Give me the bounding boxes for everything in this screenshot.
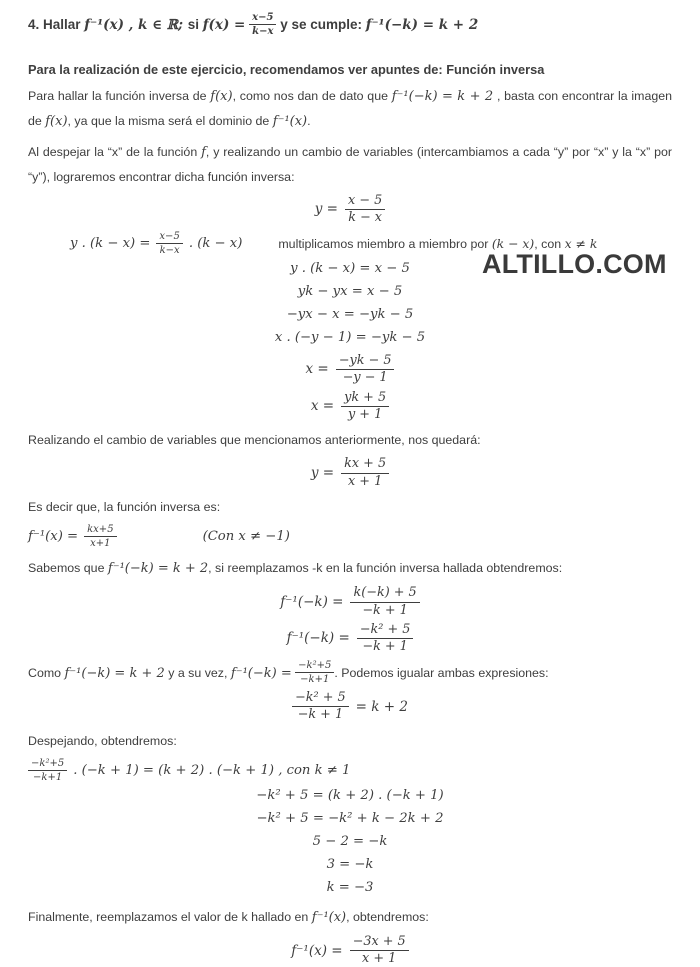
equation-x-isolated-2: x = $\frac{yk + 5}{y + 1}$ <box>28 391 672 423</box>
exercise-title <box>28 10 672 40</box>
fraction <box>341 391 389 423</box>
equation-line: −yx − x = −yk − 5 <box>286 307 414 323</box>
fraction <box>350 935 409 967</box>
equation-y-original: y = $\frac{x - 5}{k - x}$ <box>28 194 672 226</box>
fraction <box>357 623 414 655</box>
paragraph-sabemos: Sabemos que f⁻¹(−k) = k + 2, si reemplazamos -k en la función inversa hallada obtendremos: <box>28 561 563 577</box>
numerator: −k² + 5 <box>292 691 349 707</box>
fraction <box>350 586 419 618</box>
watermark-text: ALTILLO.COM <box>482 249 667 279</box>
equation-substitute-1: f⁻¹(−k) = $\frac{k(-k) + 5}{-k + 1}$ <box>28 586 672 618</box>
fraction <box>84 524 116 549</box>
title-math: f(x) = <box>202 17 246 33</box>
numerator: −k²+5 <box>295 660 334 673</box>
numerator: x−5 <box>249 12 276 25</box>
recommendation-heading: Para la realización de este ejercicio, recomendamos ver apuntes de: Función inversa <box>28 62 545 77</box>
fraction <box>341 457 389 489</box>
fraction <box>28 758 67 783</box>
equation-x-isolated-1: x = $\frac{-yk - 5}{-y - 1}$ <box>28 354 672 386</box>
numerator: −k² + 5 <box>357 623 414 639</box>
denominator: k−x <box>252 25 274 37</box>
numerator: −k²+5 <box>28 758 67 771</box>
equation-final-answer: f⁻¹(x) = $\frac{-3x + 5}{x + 1}$ <box>28 935 672 967</box>
step-comment: multiplicamos miembro a miembro por (k − x), con x ≠ k <box>278 236 598 252</box>
paragraph-intro: Para hallar la función inversa de f(x), como nos dan de dato que f⁻¹(−k) = k + 2 , basta con encontrar la imagen de f(x), ya que la misma será el dominio de f⁻¹(x). <box>28 89 673 129</box>
denominator: k−x <box>159 244 180 256</box>
fraction <box>295 660 334 685</box>
denominator: −k + 1 <box>362 639 408 655</box>
paragraph-es-decir: Es decir que, la función inversa es: <box>28 500 221 514</box>
numerator: k(−k) + 5 <box>350 586 419 602</box>
equation-y-swapped: y = $\frac{kx + 5}{x + 1}$ <box>28 457 672 489</box>
numerator: yk + 5 <box>341 391 389 407</box>
numerator: x − 5 <box>345 194 385 210</box>
equation-equate: $\frac{\text{−k² + 5}}{-k + 1}$ = k + 2 <box>28 691 672 723</box>
denominator: x + 1 <box>348 473 383 489</box>
denominator: x+1 <box>90 538 111 550</box>
denominator: y + 1 <box>347 407 383 423</box>
title-text: y se cumple: <box>276 17 366 32</box>
numerator: kx + 5 <box>341 457 389 473</box>
title-text: 4. Hallar <box>28 17 85 32</box>
domain-note: (Con x ≠ −1) <box>202 529 290 545</box>
equation-line: yk − yx = x − 5 <box>297 284 403 300</box>
denominator: x + 1 <box>362 951 397 967</box>
paragraph-como: Como f⁻¹(−k) = k + 2 y a su vez, f⁻¹(−k) = $\frac{\text{−k²+5}}{-k+1}$ . Podemos igualar ambas expresiones: <box>28 659 549 685</box>
title-text: si <box>187 17 203 32</box>
equation-inverse-function: f⁻¹(x) = $\frac{kx+5}{x+1}$ (Con x ≠ −1) <box>28 524 290 550</box>
denominator: k − x <box>348 210 383 226</box>
numerator: −3x + 5 <box>350 935 409 951</box>
equation-substitute-2: f⁻¹(−k) = $\frac{\text{−k² + 5}}{-k + 1}$ <box>28 623 672 655</box>
denominator: −k + 1 <box>362 602 408 618</box>
paragraph-despejando: Despejando, obtendremos: <box>28 733 177 748</box>
equation-clear-denominator: $\frac{\text{−k²+5}}{-k+1}$ . (−k + 1) = (k + 2) . (−k + 1) , con k ≠ 1 <box>28 759 672 784</box>
fraction <box>156 231 182 256</box>
equation-line: −k² + 5 = (k + 2) . (−k + 1) <box>256 788 444 804</box>
denominator: −k+1 <box>33 771 63 783</box>
denominator: −k + 1 <box>297 707 344 723</box>
denominator: −y − 1 <box>342 370 388 386</box>
numerator: kx+5 <box>84 524 116 537</box>
equation-line: x . (−y − 1) = −yk − 5 <box>274 330 426 346</box>
denominator: −k+1 <box>300 673 330 685</box>
equation-line: y . (k − x) = x − 5 <box>290 261 410 277</box>
paragraph-finalmente: Finalmente, reemplazamos el valor de k hallado en f⁻¹(x), obtendremos: <box>28 910 429 926</box>
fraction <box>292 691 349 723</box>
equation-line: 3 = −k <box>326 857 374 873</box>
equation-line: −k² + 5 = −k² + k − 2k + 2 <box>256 811 444 827</box>
paragraph-cambio: Realizando el cambio de variables que mencionamos anteriormente, nos quedará: <box>28 433 481 448</box>
equation-multiply-step: y . (k − x) = $\frac{x-5}{k-x}$ . (k − x) multiplicamos miembro a miembro por (k − x), con x ≠ k <box>70 230 598 256</box>
equation-line: 5 − 2 = −k <box>312 834 388 850</box>
equation-line: k = −3 <box>326 880 374 896</box>
fraction <box>336 354 395 386</box>
title-math: f⁻¹(x) , k ∈ ℝ; <box>84 17 188 33</box>
numerator: x−5 <box>156 231 182 244</box>
fraction <box>345 194 385 226</box>
title-math: f⁻¹(−k) = k + 2 <box>365 17 479 33</box>
numerator: −yk − 5 <box>336 354 395 370</box>
paragraph-despejar: Al despejar la “x” de la función f, y realizando un cambio de variables (intercambiamos a cada “y” por “x” y la “x” por “y”), lograremos encontrar dicha función inversa: <box>28 145 673 184</box>
fraction <box>249 12 276 37</box>
